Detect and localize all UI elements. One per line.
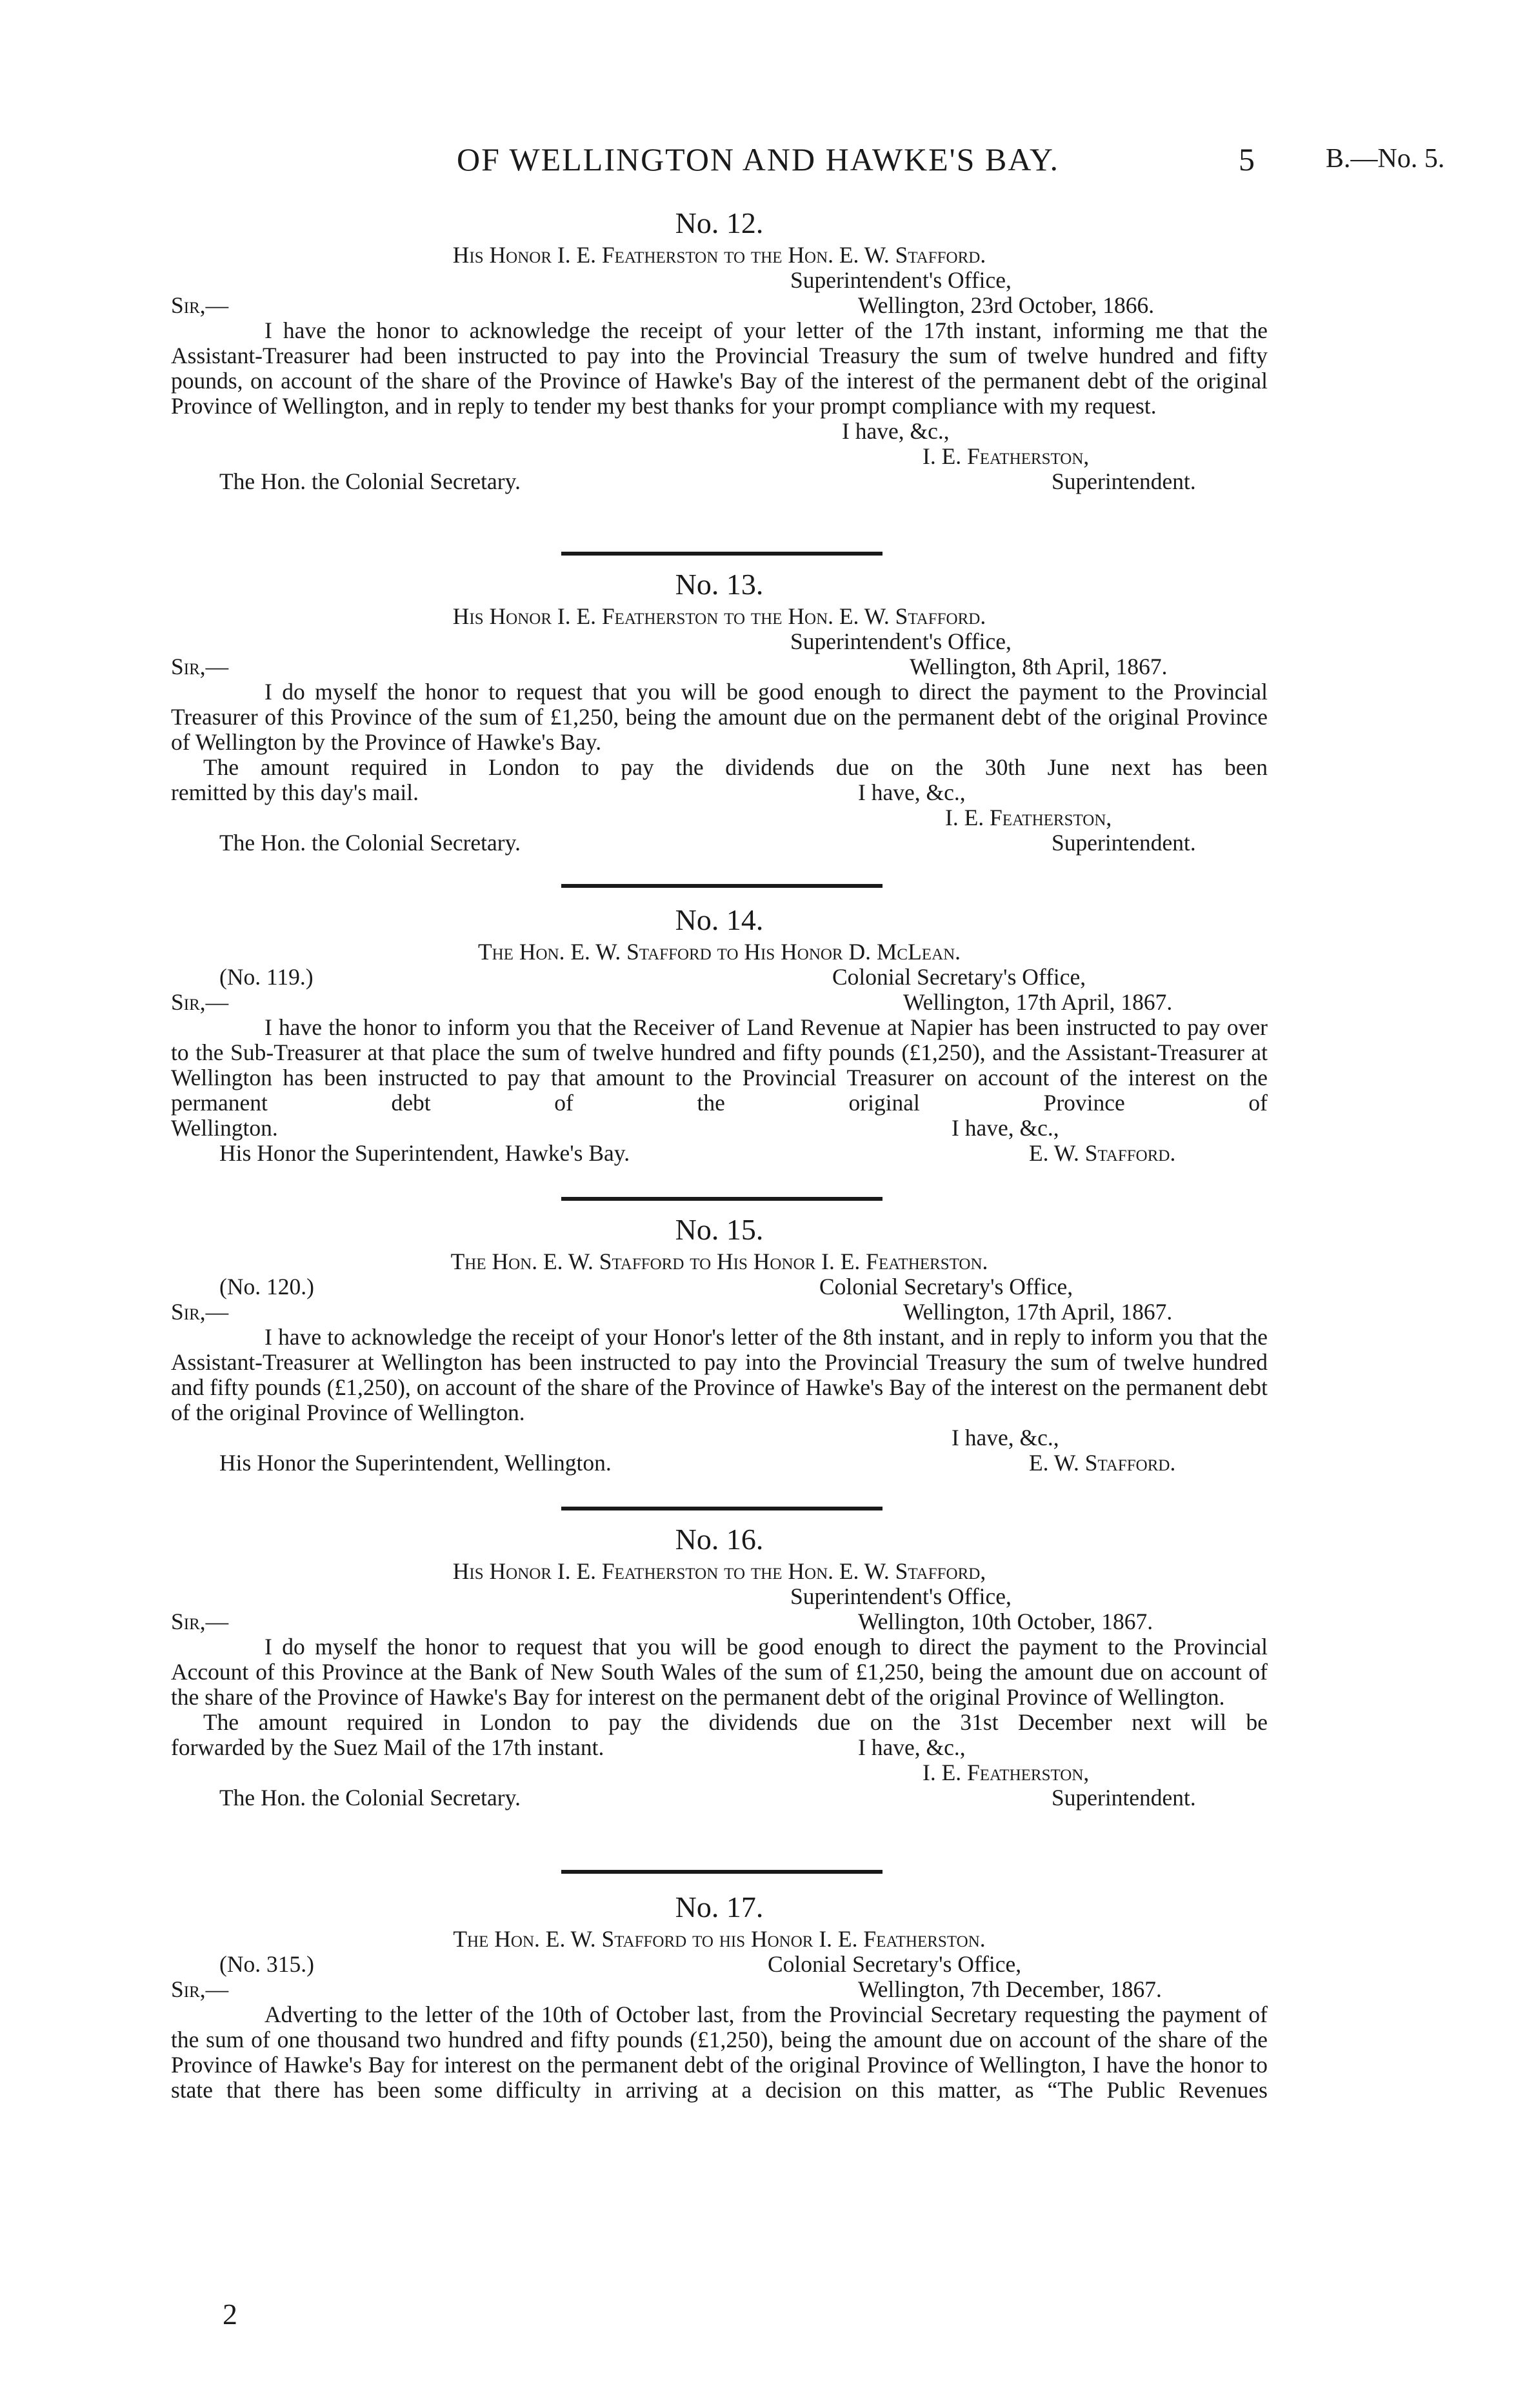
letter-signature: E. W. Stafford. xyxy=(1029,1450,1176,1476)
section-divider xyxy=(561,884,883,888)
letter-date: Wellington, 17th April, 1867. xyxy=(903,989,1173,1015)
letter-salutation: Sir,— xyxy=(171,1609,229,1634)
letter-from-to: The Hon. E. W. Stafford to His Honor I. E. Featherston. xyxy=(450,1249,988,1274)
letter-body: Adverting to the letter of the 10th of October last, from the Provincial Secretary requesting the payment of the sum of one thousand two hundred and fifty pounds (£1,250), being the amount due on account of the share of the Province of Hawke's Bay for interest on the permanent debt of the original Province of Wellington, I have the honor to state that there has been some difficulty in arriving at a decision on this matter, as “The Public Revenues xyxy=(171,2002,1268,2103)
letter-15 xyxy=(171,1213,1268,1476)
letter-addressee: His Honor the Superintendent, Wellington. xyxy=(219,1450,612,1476)
letter-body: I have the honor to inform you that the Receiver of Land Revenue at Napier has been instructed to pay over to the Sub-Treasurer at that place the sum of twelve hundred and fifty pounds (£1,250), and the Assistant-Treasurer at Wellington has been instructed to pay that amount to the Provincial Treasurer on account of the interest on the permanent debt of the original Province of xyxy=(171,1014,1268,1116)
letter-16 xyxy=(171,1523,1268,1811)
section-divider xyxy=(561,1507,883,1510)
letter-reference: (No. 315.) xyxy=(219,1951,314,1977)
letter-number: No. 16. xyxy=(675,1523,764,1556)
letter-salutation: Sir,— xyxy=(171,989,229,1015)
letter-signer-title: Superintendent. xyxy=(1052,830,1196,856)
page-number: 5 xyxy=(1239,141,1255,177)
letter-number: No. 12. xyxy=(675,206,764,239)
signature-mark: 2 xyxy=(223,2298,237,2331)
letter-body-continued: The amount required in London to pay the dividends due on the 30th June next has been xyxy=(203,754,1268,780)
letter-body: I have the honor to acknowledge the receipt of your letter of the 17th instant, informing me that the Assistant-Treasurer had been instructed to pay into the Provincial Treasury the sum of twelve hundred and fifty pounds, on account of the share of the Province of Hawke's Bay of the interest of the permanent debt of the original Province of Wellington, and in reply to tender my best thanks for your prompt compliance with my request. xyxy=(171,317,1268,419)
letter-signature: I. E. Featherston, xyxy=(923,1760,1090,1785)
running-header: OF WELLINGTON AND HAWKE'S BAY. xyxy=(456,141,1060,177)
letter-salutation: Sir,— xyxy=(171,654,229,679)
letter-closing: I have, &c., xyxy=(952,1115,1059,1141)
letter-date: Wellington, 10th October, 1867. xyxy=(858,1609,1153,1634)
letter-body-end: Wellington. xyxy=(171,1115,278,1141)
letter-from-to: His Honor I. E. Featherston to the Hon. E. W. Stafford. xyxy=(452,603,986,629)
letter-from-to: His Honor I. E. Featherston to the Hon. E. W. Stafford. xyxy=(452,242,986,268)
letter-from-to: His Honor I. E. Featherston to the Hon. E. W. Stafford, xyxy=(452,1558,986,1584)
section-divider xyxy=(561,1870,883,1874)
letter-office: Colonial Secretary's Office, xyxy=(819,1274,1073,1299)
letter-number: No. 17. xyxy=(675,1891,764,1923)
letter-signature: E. W. Stafford. xyxy=(1029,1140,1176,1166)
letter-office: Superintendent's Office, xyxy=(790,267,1012,293)
letter-body-end: remitted by this day's mail. xyxy=(171,779,419,805)
letter-salutation: Sir,— xyxy=(171,1299,229,1325)
letter-body-continued: The amount required in London to pay the dividends due on the 31st December next will be xyxy=(203,1709,1268,1735)
letter-from-to: The Hon. E. W. Stafford to His Honor D. McLean. xyxy=(477,939,961,965)
letter-number: No. 15. xyxy=(675,1213,764,1246)
letter-closing: I have, &c., xyxy=(858,1734,966,1760)
letter-body-end: forwarded by the Suez Mail of the 17th instant. xyxy=(171,1734,604,1760)
letter-addressee: His Honor the Superintendent, Hawke's Bay. xyxy=(219,1140,630,1166)
letter-office: Superintendent's Office, xyxy=(790,1583,1012,1609)
letter-date: Wellington, 8th April, 1867. xyxy=(910,654,1168,679)
letter-signer-title: Superintendent. xyxy=(1052,468,1196,494)
letter-addressee: The Hon. the Colonial Secretary. xyxy=(219,468,521,494)
letter-office: Superintendent's Office, xyxy=(790,628,1012,654)
letter-reference: (No. 119.) xyxy=(219,964,314,990)
letter-closing: I have, &c., xyxy=(952,1425,1059,1450)
letter-signature: I. E. Featherston, xyxy=(923,443,1090,469)
letter-12 xyxy=(171,206,1268,494)
letter-office: Colonial Secretary's Office, xyxy=(768,1951,1022,1977)
letter-office: Colonial Secretary's Office, xyxy=(832,964,1086,990)
letter-from-to: The Hon. E. W. Stafford to his Honor I. E. Featherston. xyxy=(453,1926,986,1952)
letter-date: Wellington, 7th December, 1867. xyxy=(858,1976,1162,2002)
letter-signer-title: Superintendent. xyxy=(1052,1785,1196,1811)
letter-number: No. 13. xyxy=(675,568,764,601)
letter-date: Wellington, 17th April, 1867. xyxy=(903,1299,1173,1325)
letter-salutation: Sir,— xyxy=(171,292,229,318)
letter-13 xyxy=(171,568,1268,856)
letter-body: I do myself the honor to request that you will be good enough to direct the payment to the Provincial Account of this Province at the Bank of New South Wales of the sum of £1,250, being the amount due on account of the share of the Province of Hawke's Bay for interest on the permanent debt of the original Province of Wellington. xyxy=(171,1634,1268,1710)
letter-number: No. 14. xyxy=(675,903,764,936)
letter-signature: I. E. Featherston, xyxy=(945,805,1112,830)
section-divider xyxy=(561,552,883,556)
letter-salutation: Sir,— xyxy=(171,1976,229,2002)
letter-reference: (No. 120.) xyxy=(219,1274,314,1299)
section-divider xyxy=(561,1197,883,1201)
letter-date: Wellington, 23rd October, 1866. xyxy=(858,292,1155,318)
letter-addressee: The Hon. the Colonial Secretary. xyxy=(219,830,521,856)
letter-addressee: The Hon. the Colonial Secretary. xyxy=(219,1785,521,1811)
letter-body: I have to acknowledge the receipt of your Honor's letter of the 8th instant, and in reply to inform you that the Assistant-Treasurer at Wellington has been instructed to pay into the Provincial Treasury the sum of twelve hundred and fifty pounds (£1,250), on account of the share of the Province of Hawke's Bay of the interest on the permanent debt of the original Province of Wellington. xyxy=(171,1324,1268,1425)
letter-body: I do myself the honor to request that you will be good enough to direct the payment to the Provincial Treasurer of this Province of the sum of £1,250, being the amount due on the permanent debt of the original Province of Wellington by the Province of Hawke's Bay. xyxy=(171,679,1268,755)
letter-closing: I have, &c., xyxy=(858,779,966,805)
letter-14 xyxy=(171,903,1268,1166)
letter-17 xyxy=(171,1891,1268,2103)
series-reference: B.—No. 5. xyxy=(1326,144,1445,174)
letter-closing: I have, &c., xyxy=(842,418,950,444)
